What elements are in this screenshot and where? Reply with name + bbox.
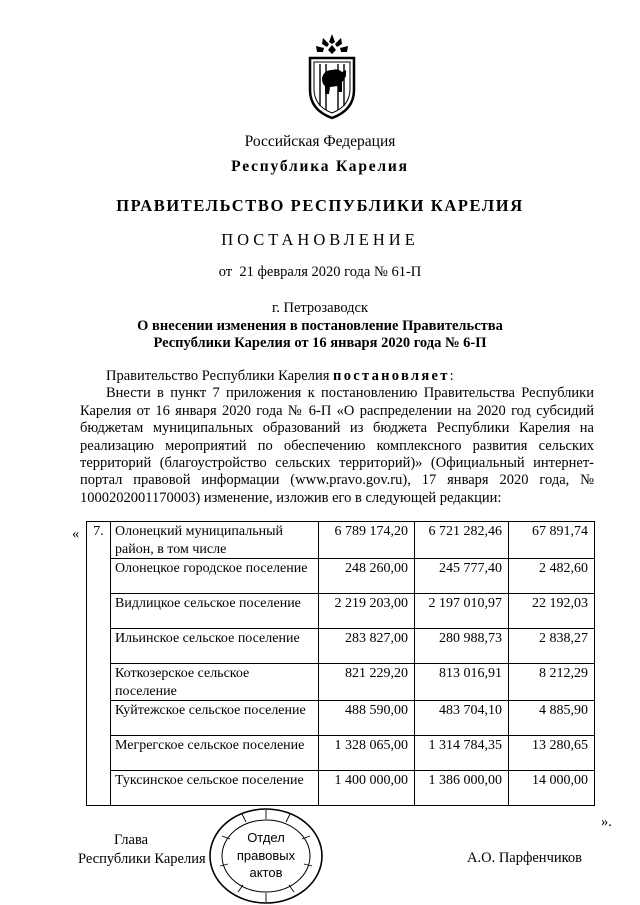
amount-local-cell: 14 000,00 <box>509 771 595 806</box>
document-body <box>80 368 594 507</box>
amount-republic-cell: 280 988,73 <box>415 629 509 664</box>
amount-local-cell: 22 192,03 <box>509 594 595 629</box>
amount-total-cell: 488 590,00 <box>319 701 415 736</box>
amount-republic-cell: 483 704,10 <box>415 701 509 736</box>
amount-local-cell: 13 280,65 <box>509 736 595 771</box>
municipality-name-cell: Видлицкое сельское поселение <box>111 594 319 629</box>
stamp-line-1: Отдел <box>247 830 285 845</box>
municipality-name-cell: Олонецкое городское поселение <box>111 559 319 594</box>
amount-total-cell: 248 260,00 <box>319 559 415 594</box>
amount-local-cell: 2 482,60 <box>509 559 595 594</box>
amount-total-cell: 1 328 065,00 <box>319 736 415 771</box>
body-paragraph-2: Внести в пункт 7 приложения к постановлению Правительства Республики Карелия от 16 января 2020 года № 6-П «О распределении на 2020 год субсидий бюджетам муниципальных образований из бюджета Республики Карелия на реализацию мероприятий по обеспечению комплексного развития сельских территорий (благоустройство сельских территорий)» (Официальный интернет-портал правовой информации (www.pravo.gov.ru), 17 января 2020 года, № 1000202001170003) изменение, изложив его в следующей редакции: <box>80 385 594 506</box>
table-row <box>87 559 595 594</box>
document-date-number: от 21 февраля 2020 года № 61-П <box>218 264 422 280</box>
amount-total-cell: 6 789 174,20 <box>319 522 415 559</box>
amount-local-cell: 2 838,27 <box>509 629 595 664</box>
signatory-title-line-1: Глава <box>114 832 149 848</box>
municipality-name-cell: Туксинское сельское поселение <box>111 771 319 806</box>
amount-total-cell: 2 219 203,00 <box>319 594 415 629</box>
body-p1-end: : <box>449 368 454 384</box>
subject-line-2: Республики Карелия от 16 января 2020 года № 6-П <box>153 335 487 351</box>
coat-of-arms-emblem <box>302 32 362 122</box>
amount-republic-cell: 1 386 000,00 <box>415 771 509 806</box>
document-type: ПОСТАНОВЛЕНИЕ <box>221 230 419 249</box>
subsidy-table <box>86 521 595 806</box>
amount-local-cell: 8 212,29 <box>509 664 595 701</box>
body-p1-decree-word: постановляет <box>333 368 450 384</box>
table-row <box>87 594 595 629</box>
table-row <box>87 629 595 664</box>
amount-republic-cell: 2 197 010,97 <box>415 594 509 629</box>
municipality-name-cell: Куйтежское сельское поселение <box>111 701 319 736</box>
amount-republic-cell: 6 721 282,46 <box>415 522 509 559</box>
city-name: г. Петрозаводск <box>271 300 369 316</box>
municipality-name-cell: Ильинское сельское поселение <box>111 629 319 664</box>
government-title: ПРАВИТЕЛЬСТВО РЕСПУБЛИКИ КАРЕЛИЯ <box>116 196 524 215</box>
body-paragraph-1 <box>80 368 594 385</box>
municipality-name-cell: Коткозерское сельское поселение <box>111 664 319 701</box>
stamp-line-2: правовых <box>236 848 296 863</box>
document-subject <box>0 318 640 352</box>
subject-line-1: О внесении изменения в постановление Правительства <box>137 318 503 334</box>
amount-republic-cell: 245 777,40 <box>415 559 509 594</box>
signatory-name: А.О. Парфенчиков <box>467 850 583 866</box>
quote-open: « <box>72 526 80 542</box>
amount-total-cell: 283 827,00 <box>319 629 415 664</box>
amount-republic-cell: 1 314 784,35 <box>415 736 509 771</box>
stamp-line-3: актов <box>249 865 283 880</box>
amount-total-cell: 1 400 000,00 <box>319 771 415 806</box>
table-row <box>87 664 595 701</box>
body-p1-start: Правительство Республики Карелия <box>106 368 334 384</box>
table-row <box>87 522 595 559</box>
amount-local-cell: 67 891,74 <box>509 522 595 559</box>
republic-name: Республика Карелия <box>231 158 409 175</box>
amount-republic-cell: 813 016,91 <box>415 664 509 701</box>
amount-local-cell: 4 885,90 <box>509 701 595 736</box>
quote-close: ». <box>601 814 612 830</box>
department-stamp <box>206 806 326 905</box>
federation-name: Российская Федерация <box>244 133 396 150</box>
table-row <box>87 701 595 736</box>
municipality-name-cell: Олонецкий муниципальный район, в том числе <box>111 522 319 559</box>
table-row <box>87 771 595 806</box>
signatory-title <box>78 831 206 869</box>
row-index-cell: 7. <box>87 522 111 806</box>
municipality-name-cell: Мегрегское сельское поселение <box>111 736 319 771</box>
signatory-title-line-2: Республики Карелия <box>78 851 206 867</box>
table-row <box>87 736 595 771</box>
amount-total-cell: 821 229,20 <box>319 664 415 701</box>
